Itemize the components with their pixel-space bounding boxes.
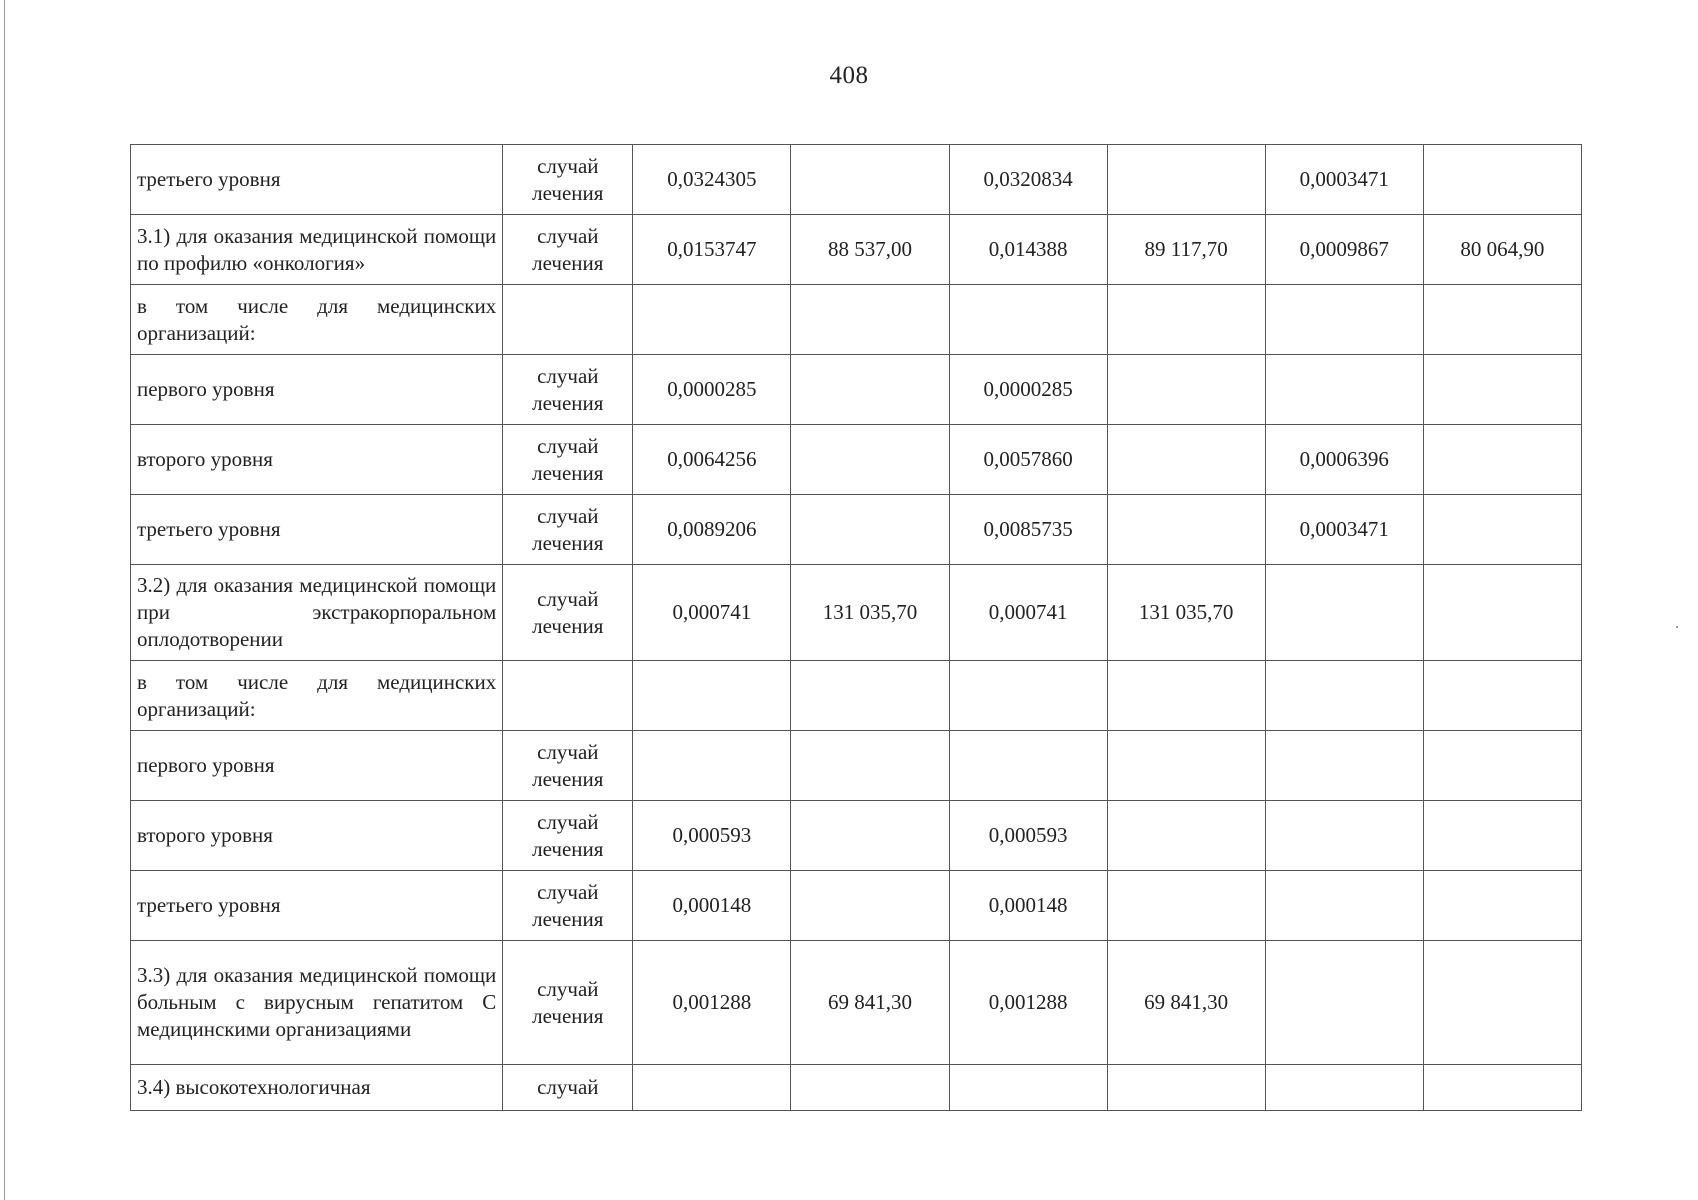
cell-value: 69 841,30 xyxy=(791,941,949,1065)
row-unit: случай лечения xyxy=(503,941,633,1065)
table-row xyxy=(131,661,1582,731)
row-name: в том числе для медицинских организаций: xyxy=(131,661,503,731)
cell-value xyxy=(1423,565,1581,661)
cell-value: 131 035,70 xyxy=(1107,565,1265,661)
cell-value: 0,0000285 xyxy=(949,355,1107,425)
cell-value xyxy=(1265,661,1423,731)
cell-value: 0,000148 xyxy=(949,871,1107,941)
cell-value xyxy=(1423,801,1581,871)
table-row xyxy=(131,495,1582,565)
cell-value xyxy=(1107,425,1265,495)
cell-value: 89 117,70 xyxy=(1107,215,1265,285)
cell-value xyxy=(633,285,791,355)
row-name: 3.3) для оказания медицинской помощи больным с вирусным гепатитом С медицинскими организациями xyxy=(131,941,503,1065)
data-table xyxy=(130,144,1582,1111)
cell-value xyxy=(1107,731,1265,801)
cell-value xyxy=(1107,661,1265,731)
cell-value xyxy=(1423,731,1581,801)
cell-value xyxy=(791,425,949,495)
row-name: третьего уровня xyxy=(131,871,503,941)
row-name: 3.4) высокотехнологичная xyxy=(131,1065,503,1111)
cell-value xyxy=(1423,1065,1581,1111)
cell-value xyxy=(791,145,949,215)
cell-value xyxy=(1265,871,1423,941)
row-unit: случай лечения xyxy=(503,871,633,941)
cell-value xyxy=(633,1065,791,1111)
cell-value xyxy=(1423,661,1581,731)
cell-value: 0,0003471 xyxy=(1265,145,1423,215)
row-unit: случай лечения xyxy=(503,355,633,425)
cell-value: 0,001288 xyxy=(949,941,1107,1065)
cell-value xyxy=(1265,355,1423,425)
row-unit: случай лечения xyxy=(503,565,633,661)
cell-value: 0,0085735 xyxy=(949,495,1107,565)
cell-value xyxy=(1265,731,1423,801)
table-row xyxy=(131,801,1582,871)
cell-value xyxy=(949,285,1107,355)
cell-value xyxy=(1423,145,1581,215)
row-name: 3.2) для оказания медицинской помощи при экстракорпоральном оплодотворении xyxy=(131,565,503,661)
cell-value xyxy=(1265,565,1423,661)
cell-value xyxy=(633,731,791,801)
table-row xyxy=(131,285,1582,355)
cell-value xyxy=(1107,801,1265,871)
row-unit xyxy=(503,661,633,731)
cell-value: 0,0064256 xyxy=(633,425,791,495)
cell-value xyxy=(791,285,949,355)
cell-value: 0,000593 xyxy=(633,801,791,871)
cell-value xyxy=(791,871,949,941)
page-number: 408 xyxy=(829,62,869,89)
cell-value xyxy=(1107,145,1265,215)
cell-value xyxy=(1107,871,1265,941)
cell-value: 0,001288 xyxy=(633,941,791,1065)
row-name: 3.1) для оказания медицинской помощи по профилю «онкология» xyxy=(131,215,503,285)
row-name: в том числе для медицинских организаций: xyxy=(131,285,503,355)
cell-value xyxy=(1423,871,1581,941)
cell-value: 0,0057860 xyxy=(949,425,1107,495)
table-row xyxy=(131,145,1582,215)
cell-value xyxy=(791,731,949,801)
cell-value: 80 064,90 xyxy=(1423,215,1581,285)
cell-value xyxy=(1107,355,1265,425)
row-name: третьего уровня xyxy=(131,145,503,215)
cell-value: 0,000741 xyxy=(633,565,791,661)
row-unit: случай лечения xyxy=(503,145,633,215)
cell-value: 0,0320834 xyxy=(949,145,1107,215)
cell-value: 0,0089206 xyxy=(633,495,791,565)
cell-value: 69 841,30 xyxy=(1107,941,1265,1065)
cell-value xyxy=(949,731,1107,801)
cell-value xyxy=(1107,495,1265,565)
cell-value xyxy=(791,1065,949,1111)
row-unit: случай лечения xyxy=(503,425,633,495)
cell-value: 0,014388 xyxy=(949,215,1107,285)
cell-value: 0,000741 xyxy=(949,565,1107,661)
cell-value xyxy=(1423,285,1581,355)
cell-value: 0,0003471 xyxy=(1265,495,1423,565)
row-unit xyxy=(503,285,633,355)
table-row xyxy=(131,355,1582,425)
cell-value xyxy=(791,801,949,871)
cell-value: 88 537,00 xyxy=(791,215,949,285)
cell-value xyxy=(1423,425,1581,495)
cell-value: 0,000593 xyxy=(949,801,1107,871)
cell-value xyxy=(1265,801,1423,871)
row-name: второго уровня xyxy=(131,801,503,871)
cell-value: 0,0009867 xyxy=(1265,215,1423,285)
cell-value xyxy=(791,355,949,425)
cell-value xyxy=(791,661,949,731)
row-unit: случай лечения xyxy=(503,495,633,565)
cell-value xyxy=(1265,285,1423,355)
cell-value xyxy=(1423,941,1581,1065)
cell-value xyxy=(1107,1065,1265,1111)
table-row xyxy=(131,731,1582,801)
cell-value: 0,0006396 xyxy=(1265,425,1423,495)
row-name: первого уровня xyxy=(131,731,503,801)
cell-value xyxy=(1423,355,1581,425)
cell-value xyxy=(1423,495,1581,565)
cell-value xyxy=(949,661,1107,731)
cell-value xyxy=(1107,285,1265,355)
row-unit: случай лечения xyxy=(503,801,633,871)
cell-value xyxy=(1265,1065,1423,1111)
table-row xyxy=(131,871,1582,941)
cell-value: 0,0324305 xyxy=(633,145,791,215)
cell-value: 0,000148 xyxy=(633,871,791,941)
table-row xyxy=(131,215,1582,285)
cell-value: 131 035,70 xyxy=(791,565,949,661)
row-unit: случай лечения xyxy=(503,731,633,801)
table-row xyxy=(131,425,1582,495)
table-row xyxy=(131,565,1582,661)
cell-value xyxy=(1265,941,1423,1065)
table-row xyxy=(131,941,1582,1065)
row-unit: случай лечения xyxy=(503,215,633,285)
cell-value xyxy=(633,661,791,731)
cell-value xyxy=(791,495,949,565)
row-name: первого уровня xyxy=(131,355,503,425)
cell-value xyxy=(949,1065,1107,1111)
row-unit: случай xyxy=(503,1065,633,1111)
scan-speck xyxy=(1676,626,1678,628)
table-row xyxy=(131,1065,1582,1111)
cell-value: 0,0153747 xyxy=(633,215,791,285)
row-name: третьего уровня xyxy=(131,495,503,565)
scan-edge-line xyxy=(4,0,5,1200)
row-name: второго уровня xyxy=(131,425,503,495)
cell-value: 0,0000285 xyxy=(633,355,791,425)
